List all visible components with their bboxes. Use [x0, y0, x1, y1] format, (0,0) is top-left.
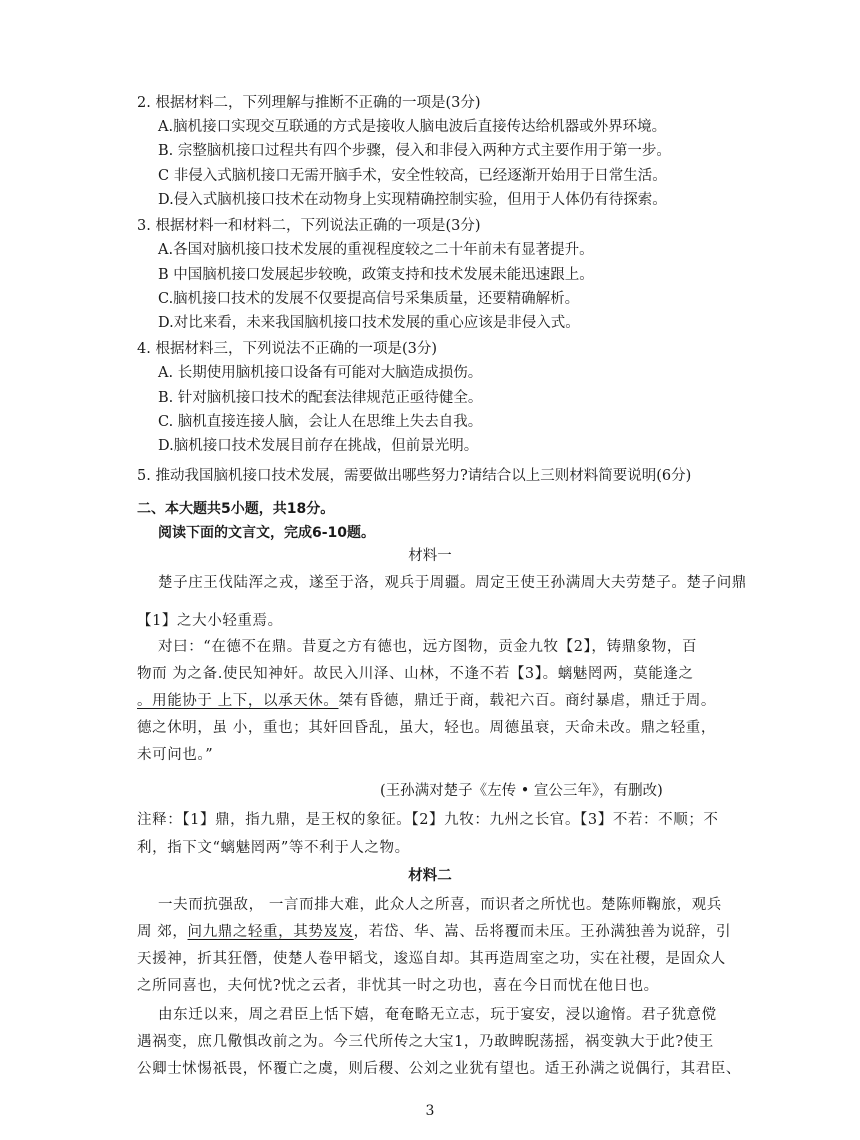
material-2-heading: 材料二	[408, 868, 452, 884]
question-3-option-b: B 中国脑机接口发展起步较晚，政策支持和技术发展未能迅速跟上。	[158, 267, 594, 283]
underlined-phrase: 问九鼎之轻重，其势岌岌	[187, 924, 354, 940]
question-5-stem: 5. 推动我国脑机接口技术发展，需要做出哪些努力?请结合以上三则材料简要说明(6分)	[137, 468, 692, 484]
material-1-line	[137, 691, 716, 711]
question-4-option-b: B. 针对脑机接口技术的配套法律规范正亟待健全。	[158, 390, 483, 406]
material-2-line: 天援神，折其狂僭，使楚人卷甲韬戈，逡巡自却。其再造周室之功，实在社稷，是固众人	[137, 951, 726, 967]
question-3-option-d: D.对比来看，未来我国脑机接口技术发展的重心应该是非侵入式。	[158, 315, 580, 331]
material-1-note: 注释：【1】鼎，指九鼎，是王权的象征。【2】九牧：九州之长官。【3】不若：不顺；不	[137, 812, 719, 828]
question-4-option-d: D.脑机接口技术发展目前存在挑战，但前景光明。	[158, 438, 479, 454]
material-2-line: 由东迁以来，周之君臣上恬下嬉，奄奄略无立志，玩于宴安，浸以逾惰。君子犹意傥	[158, 1007, 717, 1023]
material-1-line: 德之休明，虽 小，重也；其奸回昏乱，虽大，轻也。周德虽衰，天命未改。鼎之轻重，	[137, 720, 717, 736]
question-2-option-a: A.脑机接口实现交互联通的方式是接收人脑电波后直接传达给机器或外界环境。	[158, 119, 667, 135]
question-3-option-c: C.脑机接口技术的发展不仅要提高信号采集质量，还要精确解析。	[158, 291, 580, 307]
material-2-text: ，若岱、华、嵩、岳将覆而未压。王孙满独善为说辞，引	[353, 924, 732, 940]
material-2-line: 遇祸变，庶几儆惧改前之为。今三代所传之大宝1，乃敢睥睨荡摇，祸变孰大于此?使王	[137, 1034, 714, 1050]
material-1-line-rest: 桀有昏德，鼎迁于商，载祀六百。商纣暴虐，鼎迁于周。	[338, 693, 717, 709]
question-3-stem: 3. 根据材料一和材料二，下列说法正确的一项是(3分)	[137, 218, 481, 234]
material-1-source: (王孙满对楚子《左传 • 宣公三年》，有删改)	[380, 783, 663, 799]
material-1-line: 未可问也。”	[137, 747, 214, 763]
material-2-line	[137, 922, 731, 942]
material-2-line: 一夫而抗强敌， 一言而排大难，此众人之所喜，而识者之所忧也。楚陈师鞠旅，观兵	[158, 897, 722, 913]
question-2-option-b: B. 宗整脑机接口过程共有四个步骤，侵入和非侵入两种方式主要作用于第一步。	[158, 143, 671, 159]
question-2-option-c: C 非侵入式脑机接口无需开脑手术，安全性较高，已经逐渐开始用于日常生活。	[158, 168, 667, 184]
material-1-line: 【1】之大小轻重焉。	[137, 613, 283, 629]
page-number: 3	[425, 1103, 435, 1119]
material-1-heading: 材料一	[408, 548, 452, 564]
underlined-phrase: 。用能协于 上下，以承天休。	[137, 693, 339, 709]
section-instruction: 阅读下面的文言文，完成6-10题。	[158, 525, 376, 541]
question-2-option-d: D.侵入式脑机接口技术在动物身上实现精确控制实验，但用于人体仍有待探索。	[158, 192, 667, 208]
question-4-stem: 4. 根据材料三，下列说法不正确的一项是(3分)	[137, 341, 437, 357]
question-4-option-c: C. 脑机直接连接人脑，会让人在思维上失去自我。	[158, 414, 483, 430]
question-4-option-a: A. 长期使用脑机接口设备有可能对大脑造成损伤。	[158, 365, 483, 381]
material-2-line: 之所同喜也，夫何忧?忧之云者，非忧其一时之功也，喜在今日而忧在他日也。	[137, 978, 659, 994]
material-1-line: 楚子庄王伐陆浑之戎，遂至于洛，观兵于周疆。周定王使王孙满周大夫劳楚子。楚子问鼎	[158, 575, 747, 591]
material-1-line: 对曰：“在德不在鼎。昔夏之方有德也，远方图物，贡金九牧【2】，铸鼎象物，百	[158, 639, 698, 655]
question-2-stem: 2. 根据材料二，下列理解与推断不正确的一项是(3分)	[137, 95, 481, 111]
question-3-option-a: A.各国对脑机接口技术发展的重视程度较之二十年前未有显著提升。	[158, 242, 594, 258]
material-1-note: 利，指下文“螭魅罔两”等不利于人之物。	[137, 840, 410, 856]
material-1-line: 物而 为之备.使民知神奸。故民入川泽、山林，不逢不若【3】。螭魅罔两，莫能逢之	[137, 666, 694, 682]
section-title: 二、本大题共5小题，共18分。	[137, 501, 335, 517]
material-2-line: 公卿士怵惕祇畏，怀覆亡之虞，则后稷、公刘之业犹有望也。适王孙满之说偶行，其君臣、	[137, 1061, 741, 1077]
material-2-text: 周 郊，	[137, 924, 188, 940]
